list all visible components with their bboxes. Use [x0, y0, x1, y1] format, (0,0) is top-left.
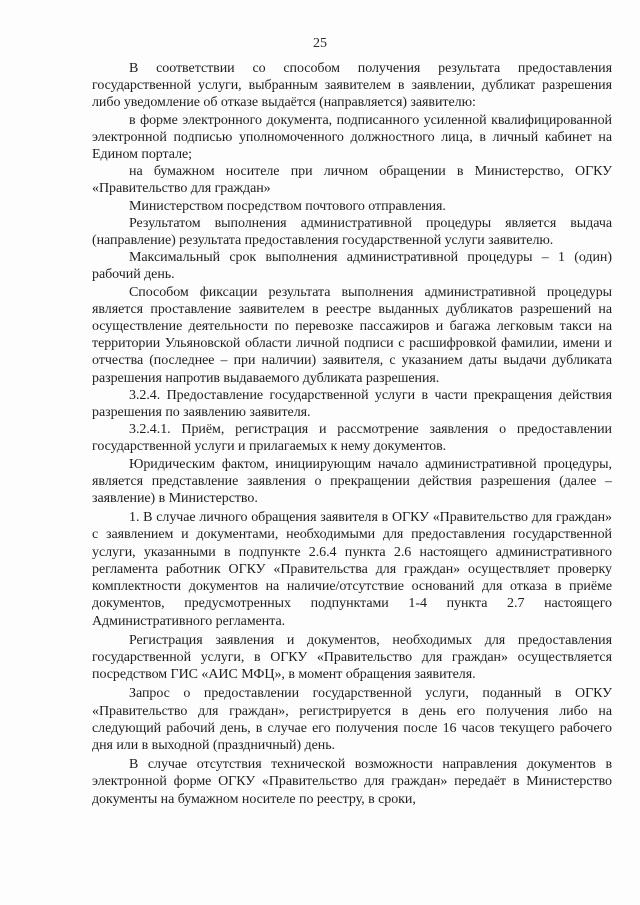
section-heading-3-2-4: 3.2.4. Предоставление государственной услуги в части прекращения действия разрешения по заявлению заявителя.	[92, 387, 612, 421]
paragraph-procedure-result: Результатом выполнения административной процедуры является выдача (направление) результата предоставления государственной услуги заявителю.	[92, 215, 612, 249]
paragraph-no-technical-possibility: В случае отсутствия технической возможности направления документов в электронной форме ОГКУ «Правительство для граждан» передаёт в Министерство документы на бумажном носителе по реестру, в сроки,	[92, 757, 612, 807]
paragraph-electronic-form: в форме электронного документа, подписанного усиленной квалифицированной электронной подписью уполномоченного должностного лица, в личный кабинет на Едином портале;	[92, 112, 612, 163]
paragraph-registration: Регистрация заявления и документов, необходимых для предоставления государственной услуги, в ОГКУ «Правительство для граждан» осуществляется посредством ГИС «АИС МФЦ», в момент обращения заявителя.	[92, 632, 612, 683]
paragraph-max-duration: Максимальный срок выполнения административной процедуры – 1 (один) рабочий день.	[92, 250, 612, 283]
section-heading-3-2-4-1: 3.2.4.1. Приём, регистрация и рассмотрение заявления о предоставлении государственной услуги и прилагаемых к нему документов.	[92, 422, 612, 455]
paragraph-personal-application: 1. В случае личного обращения заявителя в ОГКУ «Правительство для граждан» с заявлением и документами, необходимыми для предоставления государственной услуги, указанными в подпункте 2.6.4 пункта 2.6 настоящего административного регламента работник ОГКУ «Правительства для граждан» осуществляет проверку комплектности документов на наличие/отсутствие оснований для отказа в приёме документов, предусмотренных подпунктами 1-4 пункта 2.7 настоящего Административного регламента.	[92, 510, 612, 629]
page-number: 25	[313, 36, 327, 51]
paragraph-request-registration: Запрос о предоставлении государственной услуги, поданный в ОГКУ «Правительство для граждан», регистрируется в день его получения либо на следующий рабочий день, в случае его получения после 16 часов текущего рабочего дня или в выходной (праздничный) день.	[92, 686, 612, 753]
paragraph-result-delivery-methods: В соответствии со способом получения результата предоставления государственной услуги, выбранным заявителем в заявлении, дубликат разрешения либо уведомление об отказе выдаётся (направляется) заявителю:	[92, 61, 612, 111]
paragraph-paper-form: на бумажном носителе при личном обращении в Министерство, ОГКУ «Правительство для граждан»	[92, 164, 612, 197]
paragraph-postal-delivery: Министерством посредством почтового отправления.	[129, 198, 446, 214]
page-body	[92, 60, 612, 808]
paragraph-fixation-method: Способом фиксации результата выполнения административной процедуры является проставление заявителем в реестре выданных дубликатов разрешений на осуществление деятельности по перевозке пассажиров и багажа легковым такси на территории Ульяновской области личной подписи с расшифровкой фамилии, имени и отчества (последнее – при наличии) заявителя, с указанием даты выдачи дубликата разрешения напротив выдаваемого дубликата разрешения.	[92, 284, 612, 386]
paragraph-legal-fact: Юридическим фактом, инициирующим начало административной процедуры, является представление заявления о прекращении действия разрешения (далее – заявление) в Министерство.	[92, 456, 612, 507]
